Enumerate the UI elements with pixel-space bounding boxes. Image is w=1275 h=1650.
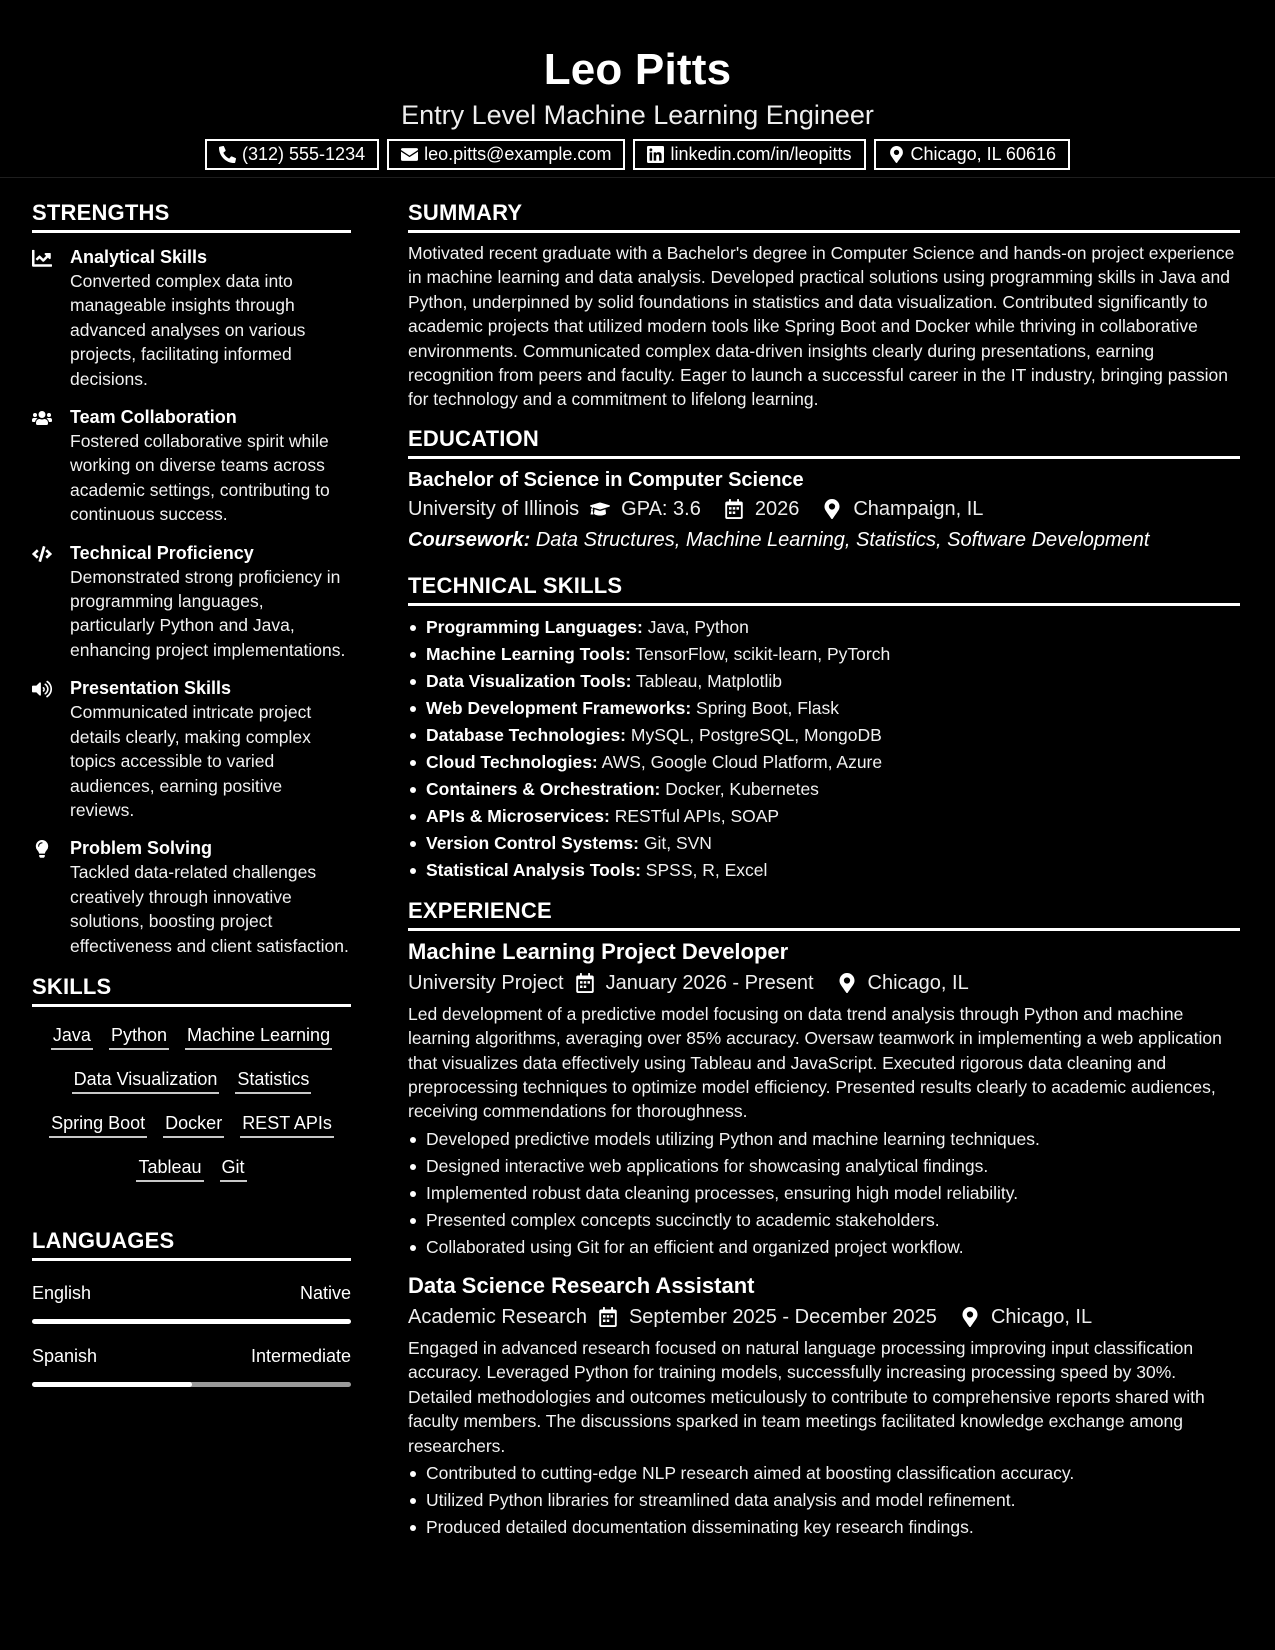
languages-title: LANGUAGES (32, 1226, 351, 1261)
linkedin-icon (647, 146, 664, 163)
education-meta (408, 494, 1240, 524)
map-marker-icon (960, 1307, 980, 1327)
graduation-cap-icon (590, 499, 610, 519)
list-item: Utilized Python libraries for streamlined data analysis and model refinement. (408, 1487, 1240, 1514)
experience-section (408, 896, 1240, 1541)
left-column (32, 198, 351, 1387)
skill-tag: Spring Boot (49, 1111, 147, 1138)
technical-skills-title: TECHNICAL SKILLS (408, 571, 1240, 606)
strengths-title: STRENGTHS (32, 198, 351, 233)
job-dates: September 2025 - December 2025 (628, 1305, 937, 1328)
job-org: University Project (408, 971, 564, 994)
contact-location[interactable] (874, 139, 1070, 170)
lightbulb-icon (32, 840, 52, 858)
technical-skills-section (408, 571, 1240, 884)
list-item: Implemented robust data cleaning processes, ensuring high model reliability. (408, 1180, 1240, 1207)
skills-title: SKILLS (32, 972, 351, 1007)
job-dates: January 2026 - Present (605, 971, 814, 994)
job-bullets (408, 1460, 1240, 1541)
candidate-name: Leo Pitts (543, 45, 732, 94)
skill-tag: Statistics (235, 1067, 311, 1094)
contact-email[interactable] (387, 139, 625, 170)
chart-line-icon (32, 249, 52, 267)
job-description: Engaged in advanced research focused on natural language processing improving input classification accuracy. Leveraged Python for training models, successfully increasing processing speed by 30%. Detailed methodologies and outcomes meticulously to contribute to comprehensive reports shared with faculty members. The discussions sparked in team meetings facilitated knowledge exchange among researchers. (408, 1337, 1205, 1456)
skill-tag: Docker (163, 1111, 224, 1138)
job-location: Chicago, IL (867, 971, 969, 994)
strength-text: Demonstrated strong proficiency in programming languages, particularly Python and Java, enhancing project implementations. (70, 566, 346, 660)
list-item: Version Control Systems: Git, SVN (408, 830, 1240, 857)
strength-item (32, 676, 351, 822)
list-item: Database Technologies: MySQL, PostgreSQL, MongoDB (408, 722, 1240, 749)
map-marker-icon (822, 499, 842, 519)
coursework-list: Data Structures, Machine Learning, Statistics, Software Development (535, 528, 1150, 551)
skill-tag: Data Visualization (72, 1067, 220, 1094)
strength-title: Team Collaboration (70, 407, 237, 428)
calendar-icon (575, 973, 595, 993)
map-marker-icon (888, 146, 905, 163)
list-item: APIs & Microservices: RESTful APIs, SOAP (408, 803, 1240, 830)
code-icon (32, 545, 52, 563)
education-section (408, 424, 1240, 555)
contact-linkedin-text: linkedin.com/in/leopitts (670, 144, 852, 164)
skill-tag: Machine Learning (185, 1023, 332, 1050)
contact-location-text: Chicago, IL 60616 (910, 144, 1056, 164)
skill-tag: Python (109, 1023, 169, 1050)
right-column (408, 198, 1240, 1541)
list-item: Designed interactive web applications for showcasing analytical findings. (408, 1153, 1240, 1180)
language-level: Native (299, 1282, 351, 1303)
strength-title: Problem Solving (70, 838, 213, 859)
language-name: English (32, 1282, 92, 1303)
job-meta (408, 968, 1240, 998)
education-title: EDUCATION (408, 424, 1240, 459)
calendar-icon (598, 1307, 618, 1327)
education-year: 2026 (754, 497, 800, 520)
strength-item (32, 405, 351, 527)
list-item: Produced detailed documentation disseminating key research findings. (408, 1514, 1240, 1541)
list-item: Data Visualization Tools: Tableau, Matplotlib (408, 668, 1240, 695)
list-item: Presented complex concepts succinctly to academic stakeholders. (408, 1207, 1240, 1234)
job-title-heading: Entry Level Machine Learning Engineer (401, 100, 874, 130)
resume-header (0, 0, 1275, 178)
job-title: Machine Learning Project Developer (408, 938, 789, 964)
list-item: Contributed to cutting-edge NLP research aimed at boosting classification accuracy. (408, 1460, 1240, 1487)
experience-title: EXPERIENCE (408, 896, 1240, 931)
education-school: University of Illinois (408, 497, 580, 520)
list-item: Containers & Orchestration: Docker, Kubernetes (408, 776, 1240, 803)
envelope-icon (401, 146, 418, 163)
list-item: Programming Languages: Java, Python (408, 614, 1240, 641)
technical-skills-list (408, 614, 1240, 884)
list-item: Cloud Technologies: AWS, Google Cloud Platform, Azure (408, 749, 1240, 776)
job-description: Led development of a predictive model focusing on data trend analysis through Python and machine learning algorithms, averaging over 85% accuracy. Oversaw teamwork in implementing a web application that visualizes data effectively using Tableau and JavaScript. Executed rigorous data cleaning and preprocessing techniques to optimize model efficiency. Presented results clearly to academic audiences, receiving commendations for thoroughness. (408, 1003, 1222, 1122)
list-item: Machine Learning Tools: TensorFlow, scikit-learn, PyTorch (408, 641, 1240, 668)
strength-title: Analytical Skills (70, 247, 208, 267)
list-item: Collaborated using Git for an efficient and organized project workflow. (408, 1234, 1240, 1261)
language-proficiency-bar (32, 1382, 351, 1387)
list-item: Statistical Analysis Tools: SPSS, R, Excel (408, 857, 1240, 884)
skill-tag: Git (220, 1155, 247, 1182)
contact-email-text: leo.pitts@example.com (424, 144, 612, 164)
strength-title: Presentation Skills (70, 678, 232, 699)
language-proficiency-fill (32, 1382, 192, 1387)
language-level: Intermediate (250, 1345, 351, 1366)
job-meta (408, 1302, 1240, 1332)
summary-text: Motivated recent graduate with a Bachelor's degree in Computer Science and hands-on project experience in machine learning and data analysis. Developed practical solutions using programming skills in Java and Python, underpinned by solid foundations in statistics and data visualization. Contributed significantly to academic projects that utilized modern tools like Spring Boot and Docker while thriving in collaborative environments. Communicated complex data-driven insights clearly during presentations, earning recognition from peers and faculty. Eager to launch a successful career in the IT industry, bringing passion for technology and a commitment to lifelong learning. (408, 243, 1235, 410)
list-item: Developed predictive models utilizing Python and machine learning techniques. (408, 1126, 1240, 1153)
job-title: Data Science Research Assistant (408, 1272, 755, 1298)
strength-item (32, 245, 351, 391)
education-coursework (408, 525, 1240, 555)
education-location: Champaign, IL (853, 497, 984, 520)
phone-icon (219, 146, 236, 163)
language-proficiency-bar (32, 1319, 351, 1324)
strength-text: Communicated intricate project details clearly, making complex topics accessible to varied audiences, earning positive reviews. (70, 702, 312, 820)
skills-section (32, 972, 351, 1182)
coursework-label: Coursework: (408, 528, 531, 551)
strength-title: Technical Proficiency (70, 542, 254, 563)
contact-phone[interactable] (205, 139, 379, 170)
list-item: Web Development Frameworks: Spring Boot, Flask (408, 695, 1240, 722)
contact-phone-text: (312) 555-1234 (242, 144, 366, 164)
contact-bar (0, 139, 1275, 170)
strength-text: Converted complex data into manageable insights through advanced analyses on various projects, facilitating informed decisions. (70, 271, 306, 389)
skill-tag: Tableau (136, 1155, 203, 1182)
users-icon (32, 409, 52, 427)
job-org: Academic Research (408, 1305, 587, 1328)
language-name: Spanish (32, 1345, 98, 1366)
job-entry (408, 1271, 1240, 1541)
map-marker-icon (837, 973, 857, 993)
summary-title: SUMMARY (408, 198, 1240, 233)
strength-text: Tackled data-related challenges creatively through innovative solutions, boosting project effectiveness and client satisfaction. (70, 862, 349, 956)
volume-icon (32, 680, 52, 698)
skill-tag: REST APIs (240, 1111, 334, 1138)
skills-tags (32, 1007, 351, 1182)
strengths-list (32, 245, 351, 958)
education-degree: Bachelor of Science in Computer Science (408, 468, 804, 491)
education-gpa: GPA: 3.6 (621, 497, 701, 520)
job-location: Chicago, IL (990, 1305, 1093, 1328)
language-item (32, 1344, 351, 1387)
languages-section (32, 1226, 351, 1387)
skill-tag: Java (51, 1023, 93, 1050)
summary-section (408, 198, 1240, 412)
strength-text: Fostered collaborative spirit while working on diverse teams across academic settings, contributing to continuous success. (70, 431, 330, 525)
strength-item (32, 836, 351, 958)
strength-item (32, 541, 351, 663)
job-bullets (408, 1126, 1240, 1261)
calendar-icon (724, 499, 744, 519)
job-entry (408, 937, 1240, 1261)
contact-linkedin[interactable] (633, 139, 865, 170)
language-proficiency-fill (32, 1319, 351, 1324)
language-item (32, 1281, 351, 1324)
strengths-section (32, 198, 351, 958)
